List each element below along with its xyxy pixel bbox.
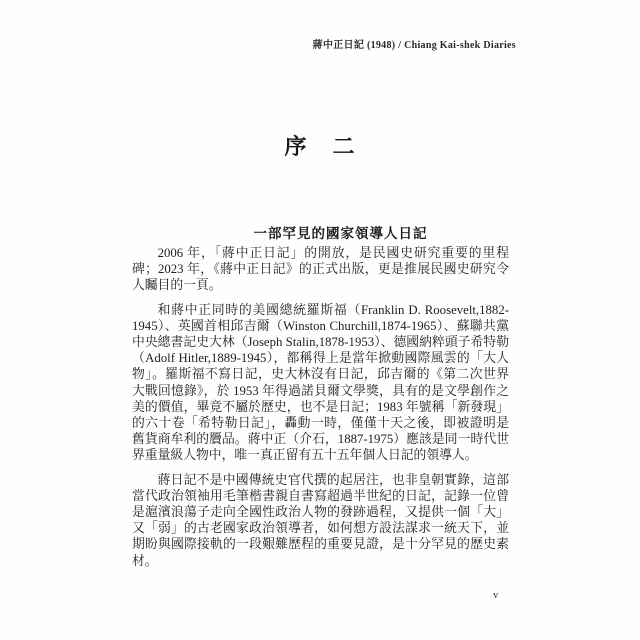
section-heading: 一部罕見的國家領導人日記 <box>253 226 428 242</box>
paragraph: 和蔣中正同時的美國總統羅斯福（Franklin D. Roosevelt,1882-1945）、英國首相邱吉爾（Winston Churchill,1874-1965）、蘇聯共黨中央總書記史大林（Joseph Stalin,1878-1953）、德國納粹頭子希特勒（Adolf Hitler,1889-1945），都稱得上是當年掀動國際風雲的「大人物」。羅斯福不寫日記，史大林沒有日記，邱吉爾的《第二次世界大戰回憶錄》，於 1953 年得過諾貝爾文學獎，具有的是文學創作之美的價值，畢竟不屬於歷史，也不是日記；1983 年號稱「新發現」的六十卷「希特勒日記」，轟動一時，僅僅十天之後，即被證明是舊貨商牟利的贗品。蔣中正（介石，1887-1975）應該是同一時代世界重量級人物中，唯一真正留有五十五年個人日記的領導人。 <box>132 302 509 463</box>
body-text <box>132 245 509 569</box>
chapter-title: 序 二 <box>284 133 357 159</box>
paragraph: 蔣日記不是中國傳統史官代撰的起居注，也非皇朝實錄，這部當代政治領袖用毛筆楷書親自書寫超過半世紀的日記，記錄一位曾是滬濱浪蕩子走向全國性政治人物的發跡過程，又提供一個「大」又「弱」的古老國家政治領導者，如何想方設法謀求一統天下，並期盼與國際接軌的一段艱難歷程的重要見證，是十分罕見的歷史素材。 <box>132 472 509 568</box>
page-number: v <box>493 590 499 601</box>
paragraph: 2006 年，「蔣中正日記」的開放，是民國史研究重要的里程碑；2023 年，《蔣中正日記》的正式出版，更是推展民國史研究令人矚目的一頁。 <box>132 246 509 293</box>
running-header: 蔣中正日記 (1948) / Chiang Kai-shek Diaries <box>312 40 516 51</box>
